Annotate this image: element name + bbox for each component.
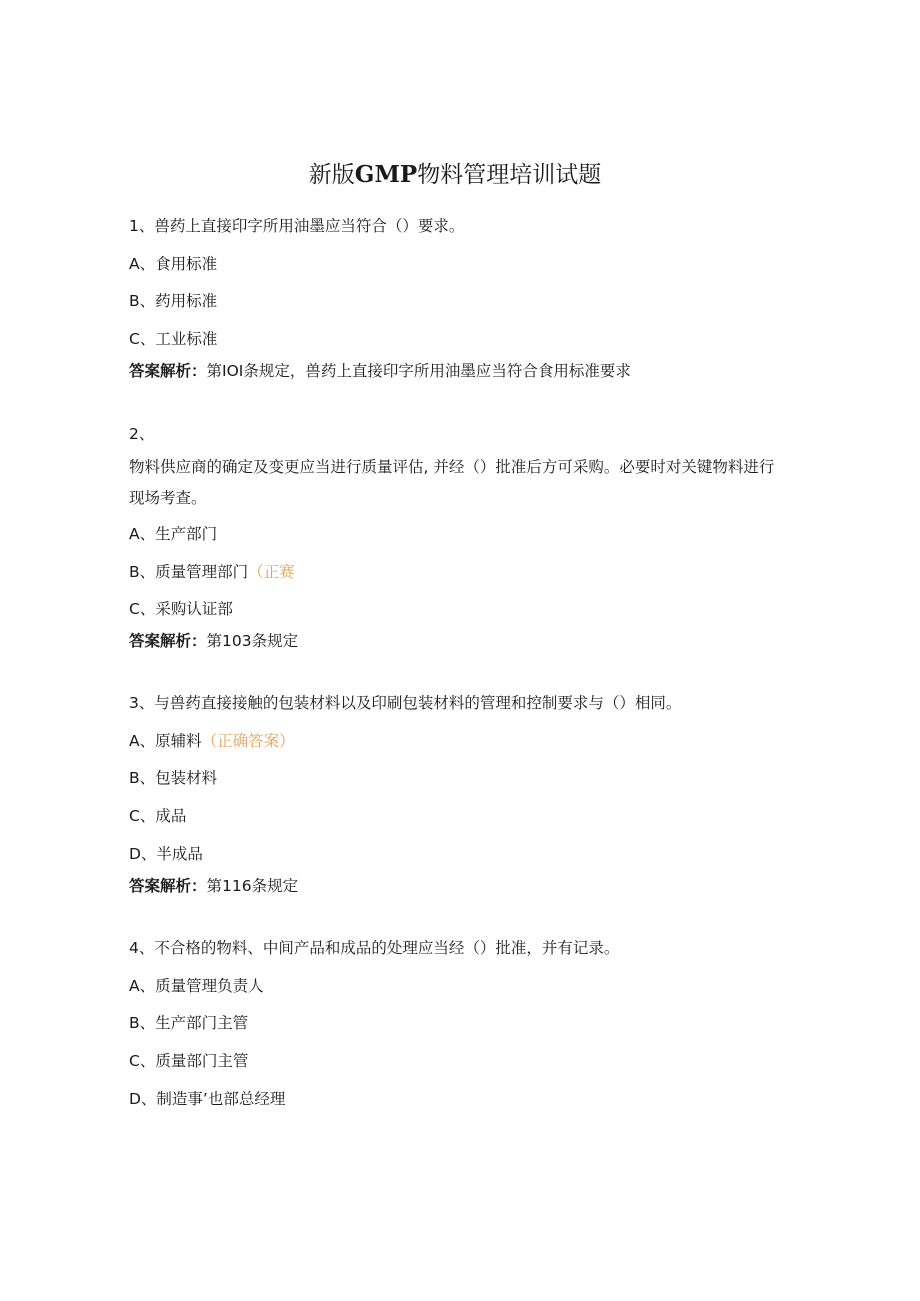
q4-option-b: B、生产部门主管 bbox=[129, 1014, 249, 1032]
q2-number: 2、 bbox=[129, 425, 155, 443]
q3-option-b bbox=[129, 767, 217, 789]
explanation-label: 答案解析： bbox=[129, 877, 207, 895]
q1-explanation bbox=[129, 360, 631, 382]
q2-option-a bbox=[129, 523, 217, 545]
explanation-text: 第IOI条规定，兽药上直接印字所用油墨应当符合食用标准要求 bbox=[206, 362, 631, 380]
q2-explanation bbox=[129, 630, 298, 652]
q4-option-c: C、质量部门主管 bbox=[129, 1052, 249, 1070]
answer-mark: （正确答案） bbox=[201, 732, 295, 750]
option-text: B、包装材料 bbox=[129, 769, 218, 787]
q2-stem: 物料供应商的确定及变更应当进行质量评估, 并经（）批准后方可采购。必要时对关键物料进行现场考查。 bbox=[129, 458, 775, 507]
explanation-text: 第116条规定 bbox=[206, 877, 299, 895]
q4-option-a: A、质量管理负责人 bbox=[129, 977, 264, 995]
q4-stem: 4、不合格的物料、中间产品和成品的处理应当经（）批准，并有记录。 bbox=[129, 939, 620, 957]
q3-stem: 3、与兽药直接接触的包装材料以及印刷包装材料的管理和控制要求与（）相同。 bbox=[129, 694, 682, 712]
q3-option-a bbox=[129, 730, 295, 752]
option-text: A、原辅料 bbox=[129, 732, 202, 750]
option-text: A、生产部门 bbox=[129, 525, 218, 543]
answer-mark: （正赛 bbox=[248, 563, 295, 581]
option-text: B、质量管理部门 bbox=[129, 563, 249, 581]
q1-option-c: C、工业标准 bbox=[129, 330, 218, 348]
title-bold: GMP bbox=[354, 161, 418, 188]
q1-stem: 1、兽药上直接印字所用油墨应当符合（）要求。 bbox=[129, 217, 465, 235]
q3-explanation bbox=[129, 875, 298, 897]
q2-option-c bbox=[129, 598, 233, 620]
q3-option-c bbox=[129, 805, 186, 827]
q1-option-b: B、药用标准 bbox=[129, 292, 218, 310]
document-title bbox=[0, 158, 910, 192]
explanation-text: 第103条规定 bbox=[206, 632, 299, 650]
title-suffix: 物料管理培训试题 bbox=[417, 162, 602, 188]
q1-option-a: A、食用标准 bbox=[129, 255, 218, 273]
option-text: C、成品 bbox=[129, 807, 187, 825]
q2-option-b bbox=[129, 561, 295, 583]
title-prefix: 新版 bbox=[308, 162, 355, 188]
option-text: C、采购认证部 bbox=[129, 600, 233, 618]
explanation-label: 答案解析： bbox=[129, 362, 207, 380]
q3-option-d bbox=[129, 843, 203, 865]
option-text: D、半成品 bbox=[129, 845, 203, 863]
explanation-label: 答案解析： bbox=[129, 632, 207, 650]
q4-option-d: D、制造事’也部总经理 bbox=[129, 1090, 286, 1108]
